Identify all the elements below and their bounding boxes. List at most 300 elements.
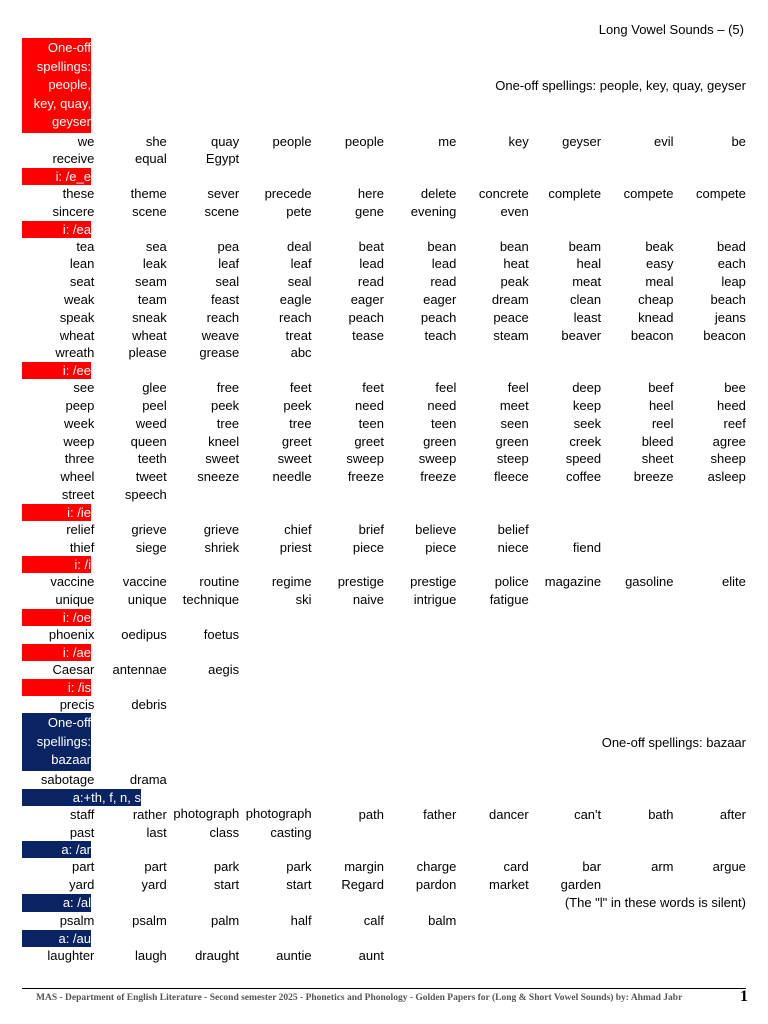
- section-header-row: [22, 930, 746, 947]
- section-note: (The "l" in these words is silent): [564, 894, 746, 910]
- word-cell: meal: [645, 274, 674, 290]
- word-cell: grieve: [203, 521, 240, 537]
- word-cell: tree: [216, 415, 240, 431]
- word-cell: wheat: [132, 327, 167, 343]
- word-cell: read: [430, 274, 457, 290]
- section-header: i: /i: [22, 556, 91, 573]
- section-header: i: /ea: [22, 221, 91, 238]
- section-side-text: One-off spellings: bazaar: [601, 734, 746, 750]
- word-cell: be: [731, 133, 746, 149]
- word-cell: reach: [206, 309, 240, 325]
- word-row: [22, 661, 746, 679]
- word-cell: margin: [344, 859, 384, 875]
- word-cell: bath: [648, 806, 674, 822]
- word-cell: niece: [497, 539, 529, 555]
- word-cell: peace: [493, 309, 529, 325]
- word-cell: sabotage: [40, 771, 95, 787]
- word-cell: bean: [427, 238, 457, 254]
- word-cell: cheap: [638, 292, 674, 308]
- word-cell: sneak: [132, 309, 167, 325]
- word-cell: start: [286, 877, 312, 893]
- word-cell: unique: [127, 592, 167, 608]
- word-cell: path: [358, 806, 384, 822]
- word-cell: me: [438, 133, 457, 149]
- word-cell: sweet: [277, 451, 312, 467]
- word-cell: drama: [129, 771, 167, 787]
- word-cell: key: [508, 133, 529, 149]
- word-row: [22, 626, 746, 644]
- word-cell: chief: [284, 521, 312, 537]
- page-footer: [22, 988, 748, 1005]
- word-cell: sea: [145, 238, 167, 254]
- word-cell: sheep: [710, 451, 746, 467]
- word-cell: laugh: [134, 947, 167, 963]
- word-cell: relief: [66, 521, 95, 537]
- word-cell: gene: [355, 203, 384, 219]
- word-cell: market: [489, 877, 529, 893]
- word-cell: photograph: [173, 805, 240, 821]
- word-cell: meat: [572, 274, 602, 290]
- word-row: [22, 912, 746, 930]
- word-cell: greet: [354, 433, 384, 449]
- word-row: [22, 415, 746, 433]
- word-cell: sincere: [52, 203, 95, 219]
- word-cell: easy: [646, 256, 674, 272]
- word-cell: beak: [645, 238, 674, 254]
- word-cell: yard: [69, 877, 95, 893]
- word-cell: wheat: [59, 327, 95, 343]
- section-header-row: [22, 713, 746, 771]
- word-cell: priest: [279, 539, 312, 555]
- word-row: [22, 947, 746, 965]
- word-cell: garden: [560, 877, 602, 893]
- word-cell: speech: [124, 487, 167, 503]
- word-cell: sever: [207, 186, 240, 202]
- word-cell: brief: [358, 521, 384, 537]
- word-cell: debris: [131, 696, 167, 712]
- word-cell: card: [503, 859, 529, 875]
- word-cell: free: [216, 380, 240, 396]
- word-cell: father: [423, 806, 457, 822]
- word-cell: yard: [141, 877, 167, 893]
- word-cell: class: [209, 824, 240, 840]
- word-cell: teen: [431, 415, 457, 431]
- word-cell: heal: [576, 256, 602, 272]
- word-cell: leaf: [218, 256, 240, 272]
- word-cell: routine: [199, 574, 240, 590]
- word-cell: see: [73, 380, 95, 396]
- word-cell: knead: [638, 309, 674, 325]
- word-cell: sneeze: [197, 469, 240, 485]
- word-cell: she: [145, 133, 167, 149]
- word-cell: receive: [52, 151, 95, 167]
- word-row: [22, 150, 746, 168]
- word-cell: precede: [264, 186, 312, 202]
- word-cell: after: [719, 806, 746, 822]
- word-cell: regime: [271, 574, 312, 590]
- word-cell: peek: [283, 398, 312, 414]
- word-cell: clean: [570, 292, 602, 308]
- word-cell: seal: [215, 274, 240, 290]
- word-cell: weed: [135, 415, 167, 431]
- word-cell: seat: [69, 274, 95, 290]
- word-cell: people: [272, 133, 312, 149]
- word-cell: calf: [363, 912, 384, 928]
- word-cell: start: [213, 877, 240, 893]
- word-cell: auntie: [276, 947, 312, 963]
- word-cell: peach: [348, 309, 384, 325]
- word-cell: people: [344, 133, 384, 149]
- section-header-row: [22, 221, 746, 238]
- word-cell: technique: [182, 592, 240, 608]
- word-cell: peel: [142, 398, 167, 414]
- word-cell: grease: [199, 345, 240, 361]
- word-cell: coffee: [565, 469, 602, 485]
- word-cell: least: [573, 309, 602, 325]
- section-header: i: /ee: [22, 362, 91, 379]
- word-cell: park: [286, 859, 312, 875]
- section-header: i: /is: [22, 679, 91, 696]
- word-cell: agree: [712, 433, 746, 449]
- section-header: a: /ar: [22, 841, 91, 858]
- section-header-row: [22, 789, 746, 806]
- word-cell: arm: [651, 859, 674, 875]
- word-cell: here: [357, 186, 384, 202]
- word-cell: feast: [210, 292, 240, 308]
- word-cell: intrigue: [413, 592, 457, 608]
- word-row: [22, 824, 746, 842]
- word-cell: beat: [358, 238, 384, 254]
- word-row: [22, 539, 746, 557]
- word-cell: asleep: [707, 469, 746, 485]
- word-cell: seal: [287, 274, 312, 290]
- word-cell: aunt: [358, 947, 384, 963]
- word-cell: weave: [201, 327, 240, 343]
- word-row: [22, 185, 746, 203]
- word-cell: vaccine: [50, 574, 95, 590]
- word-cell: we: [77, 133, 95, 149]
- word-cell: kneel: [208, 433, 240, 449]
- word-row: [22, 291, 746, 309]
- word-cell: queen: [130, 433, 167, 449]
- word-cell: ski: [295, 592, 312, 608]
- word-cell: greet: [281, 433, 312, 449]
- word-cell: theme: [130, 186, 167, 202]
- word-cell: sweep: [346, 451, 384, 467]
- word-cell: teeth: [137, 451, 167, 467]
- word-cell: heel: [648, 398, 674, 414]
- section-header-row: [22, 504, 746, 521]
- word-row: [22, 521, 746, 539]
- word-cell: need: [355, 398, 384, 414]
- word-cell: beam: [568, 238, 602, 254]
- word-cell: peep: [65, 398, 95, 414]
- word-row: [22, 327, 746, 345]
- footer-text: MAS - Department of English Literature - Second semester 2025 - Phonetics and Phonology - Golden Papers for (Long & Short Vowel Sounds) by: Ahmad Jabr: [36, 993, 683, 1003]
- word-cell: peak: [500, 274, 529, 290]
- word-cell: evil: [654, 133, 674, 149]
- word-cell: week: [64, 415, 95, 431]
- word-cell: delete: [420, 186, 457, 202]
- word-row: [22, 133, 746, 151]
- word-row: [22, 696, 746, 714]
- section-header-row: [22, 841, 746, 858]
- word-cell: leak: [142, 256, 167, 272]
- word-cell: dancer: [488, 806, 529, 822]
- word-cell: wheel: [60, 469, 95, 485]
- word-cell: feel: [435, 380, 457, 396]
- word-row: [22, 433, 746, 451]
- word-cell: Egypt: [205, 151, 240, 167]
- word-cell: laughter: [47, 947, 95, 963]
- section-header: i: /ae: [22, 644, 91, 661]
- section-header: a:+th, f, n, s: [22, 789, 141, 806]
- word-cell: compete: [623, 186, 674, 202]
- word-cell: fleece: [494, 469, 529, 485]
- word-cell: speak: [59, 309, 95, 325]
- word-cell: Regard: [341, 877, 384, 893]
- word-cell: argue: [712, 859, 746, 875]
- word-row: [22, 858, 746, 876]
- word-cell: tweet: [135, 469, 167, 485]
- word-cell: piece: [352, 539, 384, 555]
- word-row: [22, 591, 746, 609]
- word-cell: street: [61, 487, 95, 503]
- word-cell: vaccine: [122, 574, 167, 590]
- word-cell: lead: [431, 256, 457, 272]
- word-cell: heed: [716, 398, 746, 414]
- word-row: [22, 771, 746, 789]
- word-row: [22, 379, 746, 397]
- word-cell: heat: [503, 256, 529, 272]
- word-cell: belief: [497, 521, 529, 537]
- word-cell: gasoline: [625, 574, 674, 590]
- word-cell: sheet: [641, 451, 674, 467]
- word-cell: each: [717, 256, 746, 272]
- page-number: 1: [740, 988, 748, 1005]
- word-cell: beach: [710, 292, 746, 308]
- word-cell: steep: [496, 451, 529, 467]
- word-cell: equal: [134, 151, 167, 167]
- word-cell: fiend: [572, 539, 602, 555]
- word-cell: quay: [210, 133, 240, 149]
- page-title: Long Vowel Sounds – (5): [598, 22, 744, 37]
- word-row: [22, 573, 746, 591]
- word-cell: pete: [286, 203, 312, 219]
- word-cell: scene: [132, 203, 167, 219]
- word-cell: eager: [423, 292, 457, 308]
- word-cell: feet: [362, 380, 384, 396]
- section-header-row: [22, 168, 746, 185]
- word-cell: seek: [573, 415, 602, 431]
- word-cell: please: [128, 345, 167, 361]
- word-cell: precis: [59, 696, 95, 712]
- word-cell: glee: [142, 380, 167, 396]
- word-cell: Caesar: [52, 661, 95, 677]
- section-header-row: [22, 556, 746, 573]
- word-cell: three: [64, 451, 95, 467]
- word-cell: lead: [359, 256, 384, 272]
- word-cell: part: [144, 859, 167, 875]
- word-cell: geyser: [562, 133, 602, 149]
- section-header: i: /ie: [22, 504, 91, 521]
- word-cell: phoenix: [48, 627, 95, 643]
- word-cell: lean: [69, 256, 95, 272]
- word-cell: antennae: [112, 661, 167, 677]
- word-cell: these: [62, 186, 95, 202]
- word-cell: deal: [286, 238, 312, 254]
- word-cell: bead: [716, 238, 746, 254]
- word-cell: dream: [491, 292, 529, 308]
- word-cell: jeans: [714, 309, 746, 325]
- word-cell: sweet: [205, 451, 240, 467]
- word-cell: oedipus: [121, 627, 167, 643]
- word-cell: psalm: [59, 912, 95, 928]
- word-cell: bee: [724, 380, 746, 396]
- word-row: [22, 344, 746, 362]
- section-header: i: /e_e: [22, 168, 91, 185]
- section-header-row: [22, 644, 746, 661]
- word-cell: prestige: [337, 574, 384, 590]
- word-row: [22, 397, 746, 415]
- word-cell: evening: [410, 203, 457, 219]
- word-cell: siege: [135, 539, 167, 555]
- section-header-row: [22, 894, 746, 912]
- word-cell: reach: [279, 309, 312, 325]
- word-cell: tea: [76, 238, 95, 254]
- word-cell: deep: [572, 380, 602, 396]
- word-cell: unique: [55, 592, 95, 608]
- word-cell: leap: [721, 274, 746, 290]
- word-cell: freeze: [420, 469, 457, 485]
- section-header: a: /al: [22, 894, 91, 912]
- word-cell: seam: [134, 274, 167, 290]
- section-side-text: One-off spellings: people, key, quay, geyser: [495, 77, 746, 93]
- word-row: [22, 806, 746, 824]
- word-cell: psalm: [132, 912, 167, 928]
- section-header: One-off spellings: bazaar: [22, 713, 91, 771]
- word-cell: steam: [493, 327, 529, 343]
- word-cell: foetus: [203, 627, 240, 643]
- word-cell: charge: [416, 859, 457, 875]
- word-cell: compete: [696, 186, 746, 202]
- word-cell: need: [427, 398, 457, 414]
- word-cell: freeze: [347, 469, 384, 485]
- word-cell: fatigue: [489, 592, 529, 608]
- word-row: [22, 309, 746, 327]
- word-cell: even: [500, 203, 529, 219]
- word-cell: teen: [358, 415, 384, 431]
- word-cell: wreath: [55, 345, 95, 361]
- word-cell: beacon: [630, 327, 674, 343]
- word-cell: read: [357, 274, 384, 290]
- word-cell: piece: [425, 539, 457, 555]
- word-row: [22, 238, 746, 256]
- word-cell: palm: [210, 912, 240, 928]
- word-cell: abc: [290, 345, 312, 361]
- word-cell: needle: [272, 469, 312, 485]
- word-cell: grieve: [131, 521, 167, 537]
- word-cell: concrete: [478, 186, 529, 202]
- section-header: i: /oe: [22, 609, 91, 626]
- word-row: [22, 486, 746, 504]
- word-cell: eager: [350, 292, 384, 308]
- word-cell: meet: [499, 398, 529, 414]
- section-header-row: [22, 609, 746, 626]
- word-cell: last: [146, 824, 167, 840]
- word-cell: shriek: [204, 539, 240, 555]
- word-cell: bar: [582, 859, 602, 875]
- word-cell: scene: [204, 203, 240, 219]
- word-cell: pardon: [415, 877, 457, 893]
- word-cell: feet: [289, 380, 312, 396]
- word-cell: breeze: [633, 469, 674, 485]
- word-row: [22, 468, 746, 486]
- word-cell: part: [71, 859, 95, 875]
- section-header-row: [22, 38, 746, 133]
- word-cell: elite: [722, 574, 746, 590]
- word-cell: pea: [217, 238, 240, 254]
- word-cell: naive: [352, 592, 384, 608]
- word-cell: tease: [352, 327, 384, 343]
- word-cell: police: [494, 574, 529, 590]
- word-cell: reel: [651, 415, 674, 431]
- word-cell: green: [495, 433, 529, 449]
- word-cell: casting: [270, 824, 312, 840]
- word-cell: green: [423, 433, 457, 449]
- word-cell: creek: [569, 433, 602, 449]
- word-cell: beacon: [703, 327, 746, 343]
- word-row: [22, 876, 746, 894]
- word-cell: believe: [415, 521, 457, 537]
- word-cell: can't: [574, 806, 602, 822]
- word-cell: aegis: [208, 661, 240, 677]
- word-cell: leaf: [290, 256, 312, 272]
- word-cell: treat: [285, 327, 312, 343]
- word-cell: past: [69, 824, 95, 840]
- word-cell: peek: [210, 398, 240, 414]
- word-cell: staff: [70, 806, 95, 822]
- word-cell: beef: [648, 380, 674, 396]
- word-cell: sweep: [418, 451, 457, 467]
- word-row: [22, 273, 746, 291]
- word-cell: half: [290, 912, 312, 928]
- word-cell: photograph: [245, 805, 312, 821]
- word-row: [22, 450, 746, 468]
- word-cell: thief: [69, 539, 95, 555]
- word-cell: weak: [64, 292, 95, 308]
- word-cell: prestige: [410, 574, 457, 590]
- word-cell: peach: [420, 309, 457, 325]
- word-cell: speed: [565, 451, 602, 467]
- word-row: [22, 203, 746, 221]
- word-cell: park: [213, 859, 240, 875]
- section-header-row: [22, 362, 746, 379]
- section-header: One-off spellings: people, key, quay, geyser: [22, 38, 91, 133]
- word-cell: complete: [548, 186, 602, 202]
- word-cell: weep: [63, 433, 95, 449]
- word-cell: seen: [500, 415, 529, 431]
- word-cell: eagle: [279, 292, 312, 308]
- word-cell: reef: [723, 415, 746, 431]
- word-cell: balm: [428, 912, 457, 928]
- word-cell: feel: [507, 380, 529, 396]
- word-cell: bean: [499, 238, 529, 254]
- word-cell: beaver: [561, 327, 602, 343]
- word-list-sheet: [22, 38, 746, 964]
- word-row: [22, 255, 746, 273]
- word-cell: keep: [572, 398, 602, 414]
